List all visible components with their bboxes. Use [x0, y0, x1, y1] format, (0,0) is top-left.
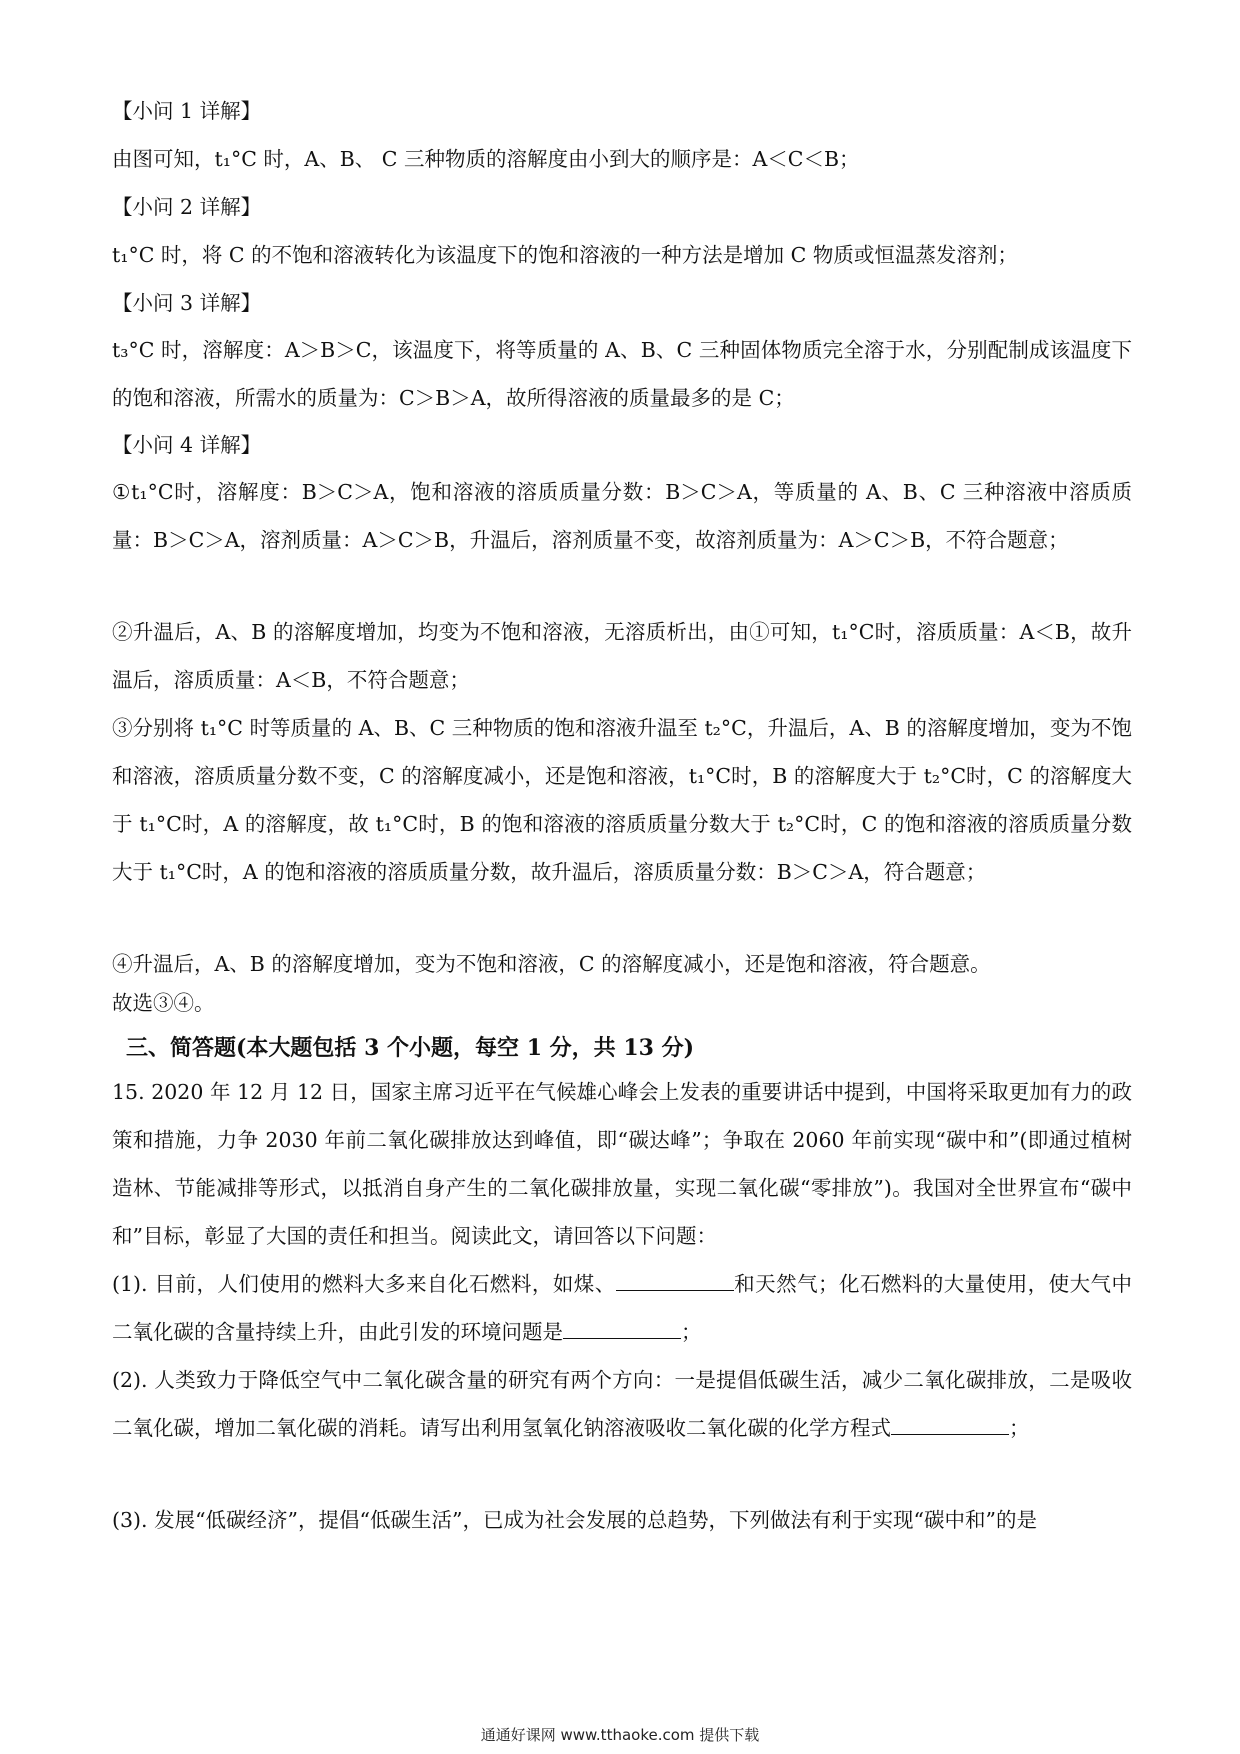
q4-para-4: ④升温后，A、B 的溶解度增加，变为不饱和溶液，C 的溶解度减小，还是饱和溶液，符合题意。	[112, 952, 991, 976]
q15-sub1-text-c: ；	[681, 1320, 702, 1344]
q1-header: 【小问 1 详解】	[112, 99, 262, 123]
q4-answer: 故选③④。	[112, 991, 215, 1015]
q15-sub1-text-b: 和天然气；化石燃料的大量使用，使大气中二氧化碳的含量持续上升，由此引发的环境问题是	[112, 1272, 1133, 1344]
q4-para-1: ①t₁°C时，溶解度：B＞C＞A，饱和溶液的溶质质量分数：B＞C＞A，等质量的 A、B、C 三种溶液中溶质质量：B＞C＞A，溶剂质量：A＞C＞B，升温后，溶剂质量不变，故溶剂质量为：A＞C＞B，不符合题意；	[112, 480, 1132, 552]
q3-text: t₃°C 时，溶解度：A＞B＞C，该温度下，将等质量的 A、B、C 三种固体物质完全溶于水，分别配制成该温度下的饱和溶液，所需水的质量为：C＞B＞A，故所得溶液的质量最多的是 C；	[112, 338, 1132, 410]
q4-para-2: ②升温后，A、B 的溶解度增加，均变为不饱和溶液，无溶质析出，由①可知，t₁°C时，溶质质量：A＜B，故升温后，溶质质量：A＜B，不符合题意；	[112, 620, 1132, 692]
page-footer: 通通好课网 www.tthaoke.com 提供下载	[480, 1726, 760, 1744]
q15-sub3: (3). 发展“低碳经济”，提倡“低碳生活”，已成为社会发展的总趋势，下列做法有利于实现“碳中和”的是	[112, 1508, 1037, 1532]
q1-text: 由图可知，t₁°C 时，A、B、 C 三种物质的溶解度由小到大的顺序是：A＜C＜B；	[112, 147, 860, 171]
answer-blank-equation[interactable]	[891, 1414, 1009, 1435]
q15-sub1	[112, 1260, 1132, 1356]
section-title: 三、简答题(本大题包括 3 个小题，每空 1 分，共 13 分)	[126, 1035, 695, 1061]
q3-header: 【小问 3 详解】	[112, 291, 262, 315]
q15-sub2-text-a: (2). 人类致力于降低空气中二氧化碳含量的研究有两个方向：一是提倡低碳生活，减少二氧化碳排放，二是吸收二氧化碳，增加二氧化碳的消耗。请写出利用氢氧化钠溶液吸收二氧化碳的化学方程式	[112, 1368, 1132, 1440]
document-body	[112, 96, 1132, 1544]
q15-sub2	[112, 1356, 1132, 1452]
answer-blank-fuel[interactable]	[616, 1270, 734, 1291]
q15-sub1-text-a: (1). 目前，人们使用的燃料大多来自化石燃料，如煤、	[112, 1272, 616, 1296]
q2-header: 【小问 2 详解】	[112, 195, 262, 219]
q15-sub2-text-b: ；	[1009, 1416, 1030, 1440]
q15-stem: 15. 2020 年 12 月 12 日，国家主席习近平在气候雄心峰会上发表的重要讲话中提到，中国将采取更加有力的政策和措施，力争 2030 年前二氧化碳排放达到峰值，即“碳达峰”；争取在 2060 年前实现“碳中和”(即通过植树造林、节能减排等形式，以抵消自身产生的二氧化碳排放量，实现二氧化碳“零排放”)。我国对全世界宣布“碳中和”目标，彰显了大国的责任和担当。阅读此文，请回答以下问题：	[112, 1080, 1132, 1248]
q2-text: t₁°C 时，将 C 的不饱和溶液转化为该温度下的饱和溶液的一种方法是增加 C 物质或恒温蒸发溶剂；	[112, 243, 1018, 267]
answer-blank-env-issue[interactable]	[563, 1318, 681, 1339]
q4-header: 【小问 4 详解】	[112, 433, 262, 457]
q4-para-3: ③分别将 t₁°C 时等质量的 A、B、C 三种物质的饱和溶液升温至 t₂°C，升温后，A、B 的溶解度增加，变为不饱和溶液，溶质质量分数不变，C 的溶解度减小，还是饱和溶液，t₁°C时，B 的溶解度大于 t₂°C时，C 的溶解度大于 t₁°C时，A 的溶解度，故 t₁°C时，B 的饱和溶液的溶质质量分数大于 t₂°C时，C 的饱和溶液的溶质质量分数大于 t₁°C时，A 的饱和溶液的溶质质量分数，故升温后，溶质质量分数：B＞C＞A，符合题意；	[112, 716, 1132, 884]
